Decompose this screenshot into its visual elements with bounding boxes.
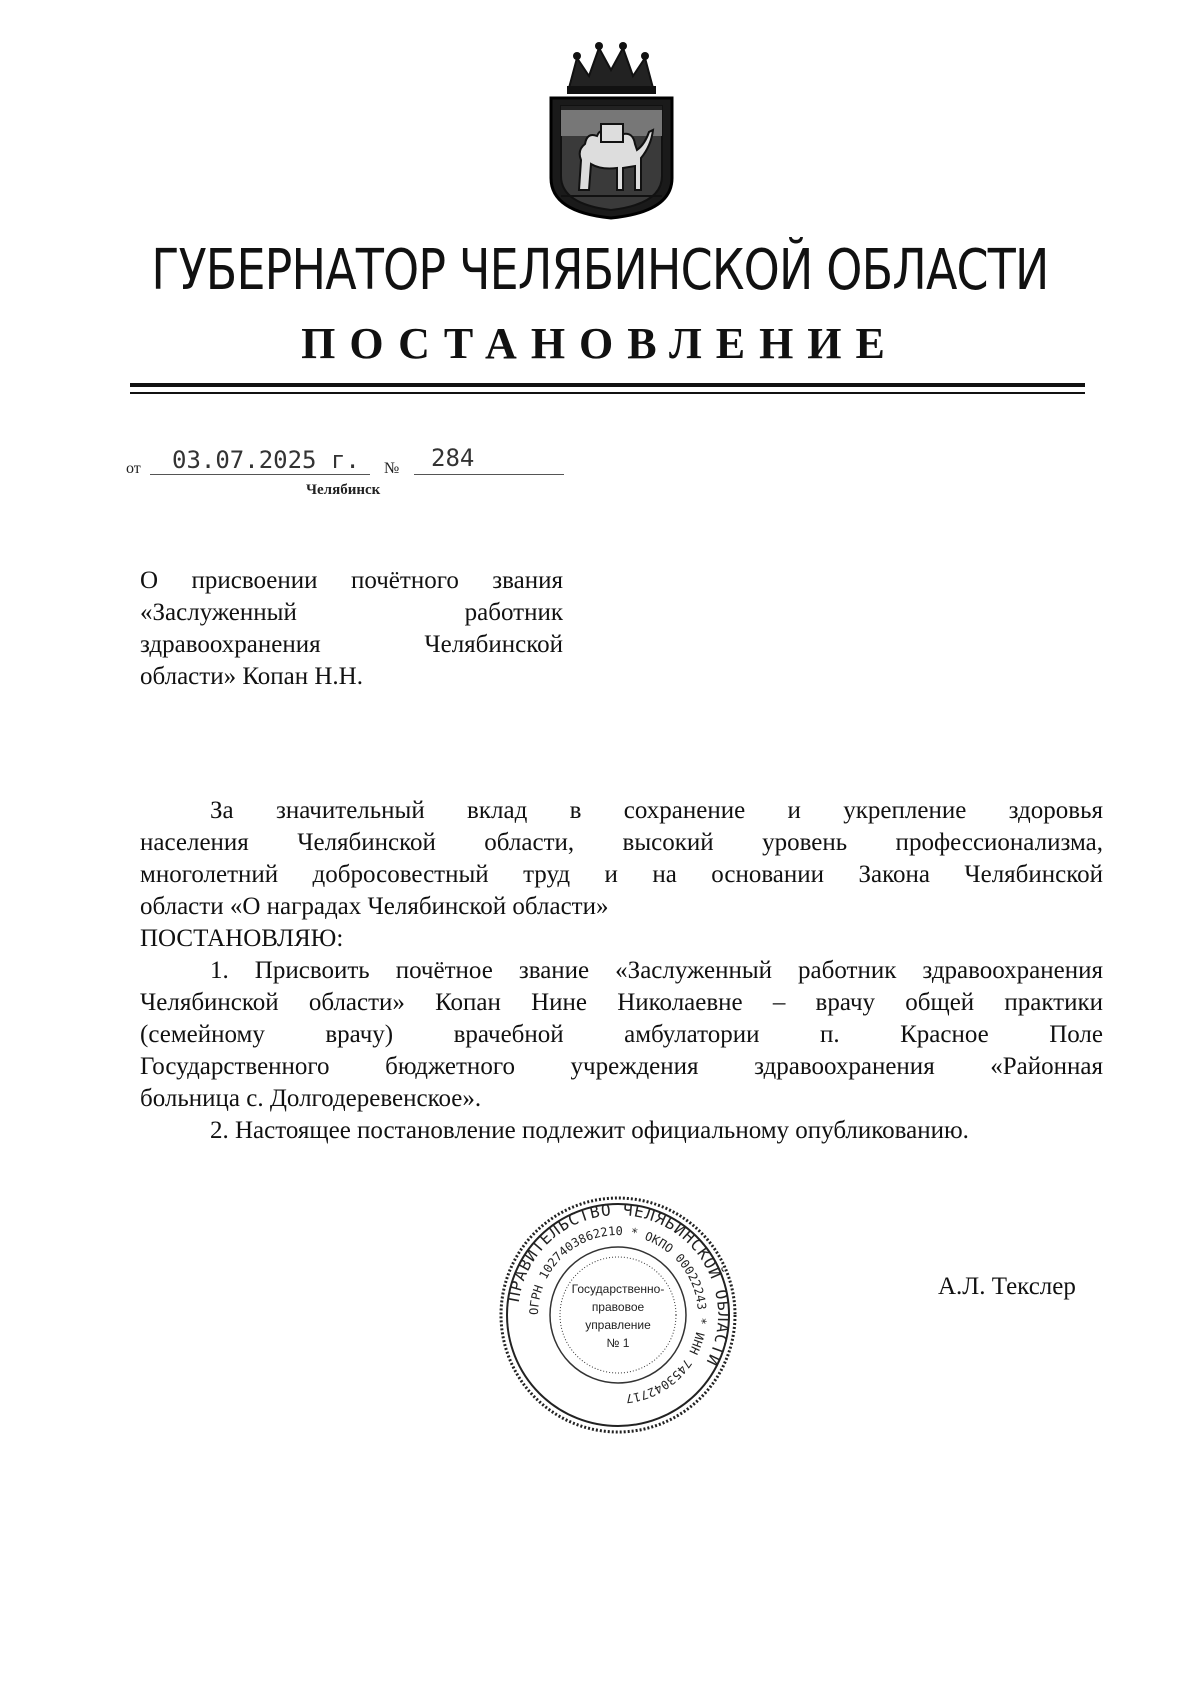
header-rule-thin xyxy=(130,392,1085,394)
subject-line: О присвоении почётного звания xyxy=(140,567,563,594)
body-line: больница с. Долгодеревенское». xyxy=(140,1085,482,1112)
stamp-outer-text: ПРАВИТЕЛЬСТВО ЧЕЛЯБИНСКОЙ ОБЛАСТИ xyxy=(503,1199,734,1370)
body-line: Государственного бюджетного учреждения здравоохранения «Районная xyxy=(140,1053,1103,1080)
body-line: многолетний добросовестный труд и на основании Закона Челябинской xyxy=(140,861,1103,888)
document-body xyxy=(140,795,1103,1147)
city: Челябинск xyxy=(306,482,381,498)
header-rule-thick xyxy=(130,383,1085,387)
document-number: 284 xyxy=(431,444,475,472)
official-stamp-icon xyxy=(498,1195,738,1435)
body-line: населения Челябинской области, высокий уровень профессионализма, xyxy=(140,829,1103,856)
body-line: 2. Настоящее постановление подлежит официальному опубликованию. xyxy=(210,1117,969,1144)
body-line: (семейному врачу) врачебной амбулатории п. Красное Поле xyxy=(140,1021,1103,1048)
document-requisites xyxy=(126,440,566,500)
document-subject xyxy=(140,565,563,693)
document-type: ПОСТАНОВЛЕНИЕ xyxy=(301,319,899,368)
stamp-ring-text: ОГРН 1027403862210 * ОКПО 00022243 * ИНН 7453042717 xyxy=(526,1223,710,1406)
stamp-center-line: управление xyxy=(585,1318,651,1332)
subject-line: области» Копан Н.Н. xyxy=(140,663,363,690)
resolution-keyword: ПОСТАНОВЛЯЮ: xyxy=(140,925,344,952)
body-line: области «О наградах Челябинской области» xyxy=(140,893,609,920)
body-line: Челябинской области» Копан Нине Николаевне – врачу общей практики xyxy=(140,989,1103,1016)
stamp-center-line: правовое xyxy=(591,1300,645,1314)
number-label: № xyxy=(384,460,400,477)
number-underline xyxy=(414,474,564,475)
stamp-center-line: Государственно- xyxy=(571,1282,665,1296)
date-prefix: от xyxy=(126,460,141,477)
subject-line: «Заслуженный работник xyxy=(140,599,563,626)
svg-text:ОГРН 1027403862210 * ОКПО 0002 xyxy=(527,1224,709,1406)
body-line: За значительный вклад в сохранение и укрепление здоровья xyxy=(210,797,1103,824)
date-underline xyxy=(150,474,370,475)
subject-line: здравоохранения Челябинской xyxy=(140,631,563,658)
issuer-title: ГУБЕРНАТОР ЧЕЛЯБИНСКОЙ ОБЛАСТИ xyxy=(151,238,1049,303)
document-date: 03.07.2025 г. xyxy=(172,446,360,474)
stamp-center-line: № 1 xyxy=(606,1336,630,1350)
body-line: 1. Присвоить почётное звание «Заслуженный работник здравоохранения xyxy=(210,957,1103,984)
signer-name: А.Л. Текслер xyxy=(938,1273,1076,1300)
coat-of-arms-icon xyxy=(541,40,682,220)
